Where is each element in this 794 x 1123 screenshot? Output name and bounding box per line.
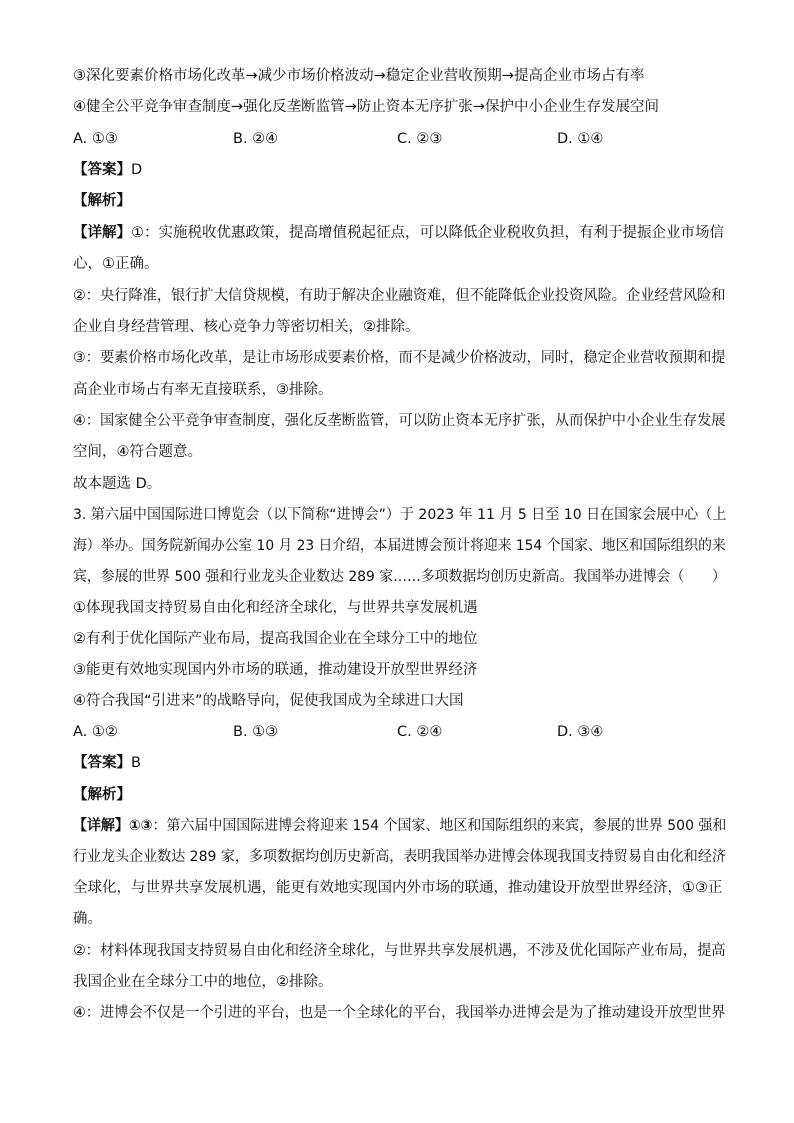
q3-item-4: ④符合我国“引进来”的战略导向，促使我国成为全球进口大国	[73, 693, 464, 709]
q2-detail-line: 企业自身经营管理、核心竞争力等密切相关，②排除。	[73, 319, 420, 335]
q2-option-c: C. ②③	[397, 131, 443, 147]
q2-detail-line: ④：国家健全公平竞争审查制度，强化反垄断监管，可以防止资本无序扩张，从而保护中小企业生存发展	[73, 413, 726, 429]
q2-detail-line	[73, 223, 724, 243]
q2-detail-line: 心，①正确。	[73, 256, 159, 272]
answer-tag: 【答案】	[73, 755, 131, 771]
q2-option-b: B. ②④	[233, 131, 279, 147]
q2-answer	[73, 160, 142, 180]
q3-detail-line: 全球化，与世界共享发展机遇，能更有效地实现国内外市场的联通，推动建设开放型世界经济，①③正	[73, 880, 723, 896]
q3-detail-line: 行业龙头企业数达 289 家，多项数据均创历史新高，表明我国举办进博会体现我国支持贸易自由化和经济	[73, 849, 726, 865]
detail-bold-marker: ①③	[128, 818, 153, 834]
q3-stem-line: 宾，参展的世界 500 强和行业龙头企业数达 289 家……多项数据均创历史新高。我国举办进博会（ ）	[73, 569, 726, 585]
q2-detail-line: 高企业市场占有率无直接联系，③排除。	[73, 382, 333, 398]
answer-tag: 【答案】	[73, 162, 131, 178]
detail-tag: 【详解】	[73, 818, 129, 834]
q3-option-a: A. ①②	[73, 724, 118, 740]
q2-analysis-tag: 【解析】	[73, 193, 131, 209]
detail-text: ①：实施税收优惠政策，提高增值税起征点，可以降低企业税收负担，有利于提振企业市场信	[131, 225, 724, 241]
detail-tag: 【详解】	[73, 225, 131, 241]
q2-conclusion: 故本题选 D。	[73, 476, 162, 492]
q3-option-b: B. ①③	[233, 724, 279, 740]
q3-option-c: C. ②④	[397, 724, 443, 740]
q3-option-d: D. ③④	[557, 724, 604, 740]
q3-answer	[73, 753, 141, 773]
q2-item-3: ③深化要素价格市场化改革→减少市场价格波动→稳定企业营收预期→提高企业市场占有率	[73, 68, 645, 84]
q2-option-a: A. ①③	[73, 131, 118, 147]
q3-stem-line: 海）举办。国务院新闻办公室 10 月 23 日介绍，本届进博会预计将迎来 154 个国家、地区和国际组织的来	[73, 538, 726, 554]
answer-value: B	[131, 755, 141, 771]
q3-detail-line: ④：进博会不仅是一个引进的平台，也是一个全球化的平台，我国举办进博会是为了推动建设开放型世界	[73, 1005, 726, 1021]
q3-detail-line: ②：材料体现我国支持贸易自由化和经济全球化，与世界共享发展机遇，不涉及优化国际产业布局，提高	[73, 943, 726, 959]
q3-detail-line: 确。	[73, 911, 102, 927]
q2-item-4: ④健全公平竞争审查制度→强化反垄断监管→防止资本无序扩张→保护中小企业生存发展空间	[73, 99, 659, 115]
q3-detail-line	[73, 816, 726, 836]
detail-text: ：第六届中国国际进博会将迎来 154 个国家、地区和国际组织的来宾，参展的世界 500 强和	[152, 818, 727, 834]
q3-item-1: ①体现我国支持贸易自由化和经济全球化，与世界共享发展机遇	[73, 600, 478, 616]
q3-detail-line: 我国企业在全球分工中的地位，②排除。	[73, 974, 333, 990]
answer-value: D	[131, 162, 143, 178]
q2-detail-line: ②：央行降准，银行扩大信贷规模，有助于解决企业融资难，但不能降低企业投资风险。企业经营风险和	[73, 288, 726, 304]
q3-item-2: ②有利于优化国际产业布局，提高我国企业在全球分工中的地位	[73, 631, 478, 647]
q2-detail-line: 空间，④符合题意。	[73, 444, 202, 460]
q2-option-d: D. ①④	[557, 131, 604, 147]
q3-stem-line: 3. 第六届中国国际进口博览会（以下简称“进博会”）于 2023 年 11 月 5 日至 10 日在国家会展中心（上	[73, 507, 727, 523]
q3-analysis-tag: 【解析】	[73, 787, 131, 803]
q3-item-3: ③能更有效地实现国内外市场的联通，推动建设开放型世界经济	[73, 662, 478, 678]
q2-detail-line: ③：要素价格市场化改革，是让市场形成要素价格，而不是减少价格波动，同时，稳定企业营收预期和提	[73, 350, 726, 366]
